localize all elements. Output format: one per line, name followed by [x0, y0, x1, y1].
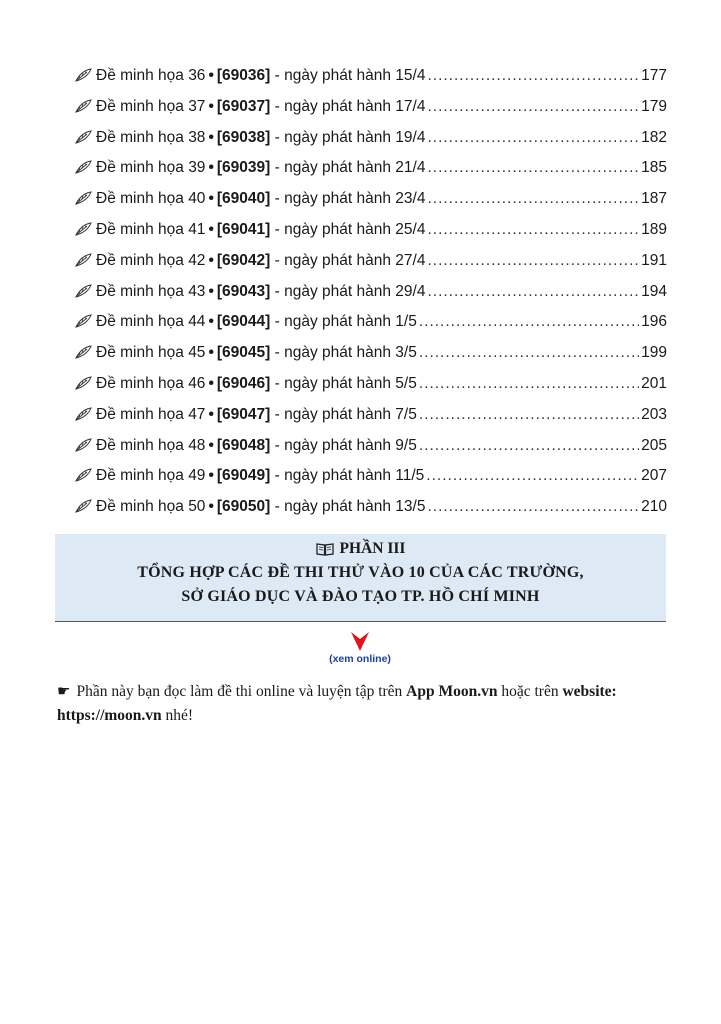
toc-entry[interactable] — [75, 251, 667, 282]
toc-entry-release-date: - ngày phát hành 9/5 — [274, 436, 417, 454]
toc-entry-title: Đề minh họa 37 — [96, 97, 206, 115]
leaf-pencil-icon — [75, 438, 92, 452]
toc-entry-bullet: • — [208, 159, 214, 177]
toc-entry-release-date: - ngày phát hành 7/5 — [274, 405, 417, 423]
toc-entry-release-date: - ngày phát hành 21/4 — [274, 159, 426, 177]
toc-entry[interactable] — [75, 497, 667, 528]
toc-entry-bullet: • — [208, 467, 214, 485]
toc-dot-leader — [419, 437, 639, 455]
toc-entry-release-date: - ngày phát hành 29/4 — [274, 282, 426, 300]
toc-entry-release-date: - ngày phát hành 15/4 — [274, 67, 426, 84]
pointing-hand-icon: ☛ — [57, 684, 71, 700]
toc-entry-bullet: • — [208, 67, 214, 84]
toc-entry-title: Đề minh họa 36 — [96, 67, 206, 84]
leaf-pencil-icon — [75, 284, 92, 298]
toc-entry[interactable] — [75, 343, 667, 374]
toc-entry-label — [96, 467, 424, 485]
note-text-3: nhé! — [165, 707, 194, 724]
toc-entry-release-date: - ngày phát hành 23/4 — [274, 190, 426, 208]
toc-entry-release-date: - ngày phát hành 3/5 — [274, 344, 417, 362]
online-link[interactable] — [320, 630, 400, 665]
toc-entry-code: [69048] — [216, 436, 271, 454]
toc-entry-page-number: 210 — [641, 498, 667, 516]
leaf-pencil-icon — [75, 160, 92, 174]
toc-entry-code: [69047] — [216, 405, 271, 423]
note-text-1: Phần này bạn đọc làm đề thi online và luyện tập trên — [76, 683, 403, 700]
toc-entry-title: Đề minh họa 48 — [96, 436, 206, 454]
toc-dot-leader — [427, 98, 639, 116]
toc-entry-label — [96, 159, 425, 177]
toc-entry-code: [69050] — [216, 498, 271, 516]
toc-entry-label — [96, 252, 425, 270]
toc-entry-bullet: • — [208, 498, 214, 516]
toc-entry-page-number: 201 — [641, 374, 667, 392]
leaf-pencil-icon — [75, 222, 92, 236]
toc-entry-code: [69042] — [216, 251, 271, 269]
toc-entry-page-number: 194 — [641, 282, 667, 300]
table-of-contents — [75, 66, 667, 528]
toc-entry[interactable] — [75, 312, 667, 343]
toc-entry-title: Đề minh họa 43 — [96, 282, 206, 300]
leaf-pencil-icon — [75, 468, 92, 482]
toc-entry-code: [69039] — [216, 159, 271, 177]
toc-entry-release-date: - ngày phát hành 17/4 — [274, 97, 426, 115]
toc-entry-page-number: 205 — [641, 436, 667, 454]
toc-entry-code: [69041] — [216, 220, 271, 238]
toc-entry[interactable] — [75, 405, 667, 436]
toc-entry-code: [69036] — [216, 67, 271, 84]
toc-entry-label — [96, 283, 425, 301]
toc-entry-code: [69045] — [216, 344, 271, 362]
toc-entry-label — [96, 98, 425, 116]
toc-dot-leader — [427, 190, 639, 208]
toc-entry-release-date: - ngày phát hành 25/4 — [274, 220, 426, 238]
toc-entry-release-date: - ngày phát hành 1/5 — [274, 313, 417, 331]
toc-entry[interactable] — [75, 128, 667, 159]
toc-entry-label — [96, 437, 417, 455]
toc-dot-leader — [427, 159, 639, 177]
toc-entry-title: Đề minh họa 41 — [96, 220, 206, 238]
toc-entry-page-number: 187 — [641, 190, 667, 208]
toc-entry-code: [69044] — [216, 313, 271, 331]
toc-dot-leader — [419, 313, 639, 331]
toc-entry[interactable] — [75, 436, 667, 467]
section-part-label: PHẦN III — [339, 540, 406, 557]
online-link-label[interactable]: (xem online) — [329, 653, 391, 665]
toc-entry-page-number: 207 — [641, 467, 667, 485]
leaf-pencil-icon — [75, 376, 92, 390]
toc-entry-bullet: • — [208, 97, 214, 115]
leaf-pencil-icon — [75, 130, 92, 144]
toc-dot-leader — [419, 406, 639, 424]
toc-entry-label — [96, 344, 417, 362]
toc-entry-bullet: • — [208, 313, 214, 331]
toc-entry-label — [96, 375, 417, 393]
leaf-pencil-icon — [75, 253, 92, 267]
toc-entry[interactable] — [75, 220, 667, 251]
toc-entry[interactable] — [75, 282, 667, 313]
toc-dot-leader — [427, 498, 639, 516]
online-practice-note — [57, 680, 667, 727]
toc-entry-bullet: • — [208, 128, 214, 146]
toc-dot-leader — [419, 375, 639, 393]
toc-entry-page-number: 203 — [641, 405, 667, 423]
toc-entry-bullet: • — [208, 374, 214, 392]
toc-entry-bullet: • — [208, 436, 214, 454]
toc-entry-title: Đề minh họa 44 — [96, 313, 206, 331]
toc-entry[interactable] — [75, 189, 667, 220]
toc-entry-page-number: 179 — [641, 97, 667, 115]
section-banner — [55, 534, 666, 622]
toc-entry-title: Đề minh họa 46 — [96, 374, 206, 392]
toc-entry-bullet: • — [208, 220, 214, 238]
toc-entry-label — [96, 190, 425, 208]
toc-entry-page-number: 199 — [641, 344, 667, 362]
toc-dot-leader — [426, 467, 639, 485]
toc-entry-title: Đề minh họa 40 — [96, 190, 206, 208]
toc-entry-release-date: - ngày phát hành 27/4 — [274, 251, 426, 269]
leaf-pencil-icon — [75, 407, 92, 421]
website-label: website: — [562, 683, 617, 700]
toc-entry-release-date: - ngày phát hành 19/4 — [274, 128, 426, 146]
toc-entry-release-date: - ngày phát hành 5/5 — [274, 374, 417, 392]
app-name: App Moon.vn — [406, 683, 498, 700]
toc-entry[interactable] — [75, 466, 667, 497]
toc-entry-page-number: 196 — [641, 313, 667, 331]
toc-entry-page-number: 177 — [641, 67, 667, 84]
section-part-heading — [55, 540, 666, 558]
toc-dot-leader — [427, 283, 639, 301]
toc-entry-bullet: • — [208, 190, 214, 208]
toc-entry[interactable] — [75, 374, 667, 405]
toc-entry-bullet: • — [208, 344, 214, 362]
toc-dot-leader — [427, 129, 639, 147]
toc-entry[interactable] — [75, 66, 667, 97]
note-text-2: hoặc trên — [501, 683, 559, 700]
toc-entry-title: Đề minh họa 49 — [96, 467, 206, 485]
toc-entry-title: Đề minh họa 39 — [96, 159, 206, 177]
toc-entry-code: [69038] — [216, 128, 271, 146]
toc-entry-label — [96, 67, 425, 85]
toc-entry-page-number: 182 — [641, 128, 667, 146]
toc-entry-bullet: • — [208, 282, 214, 300]
toc-dot-leader — [427, 221, 639, 239]
toc-entry-label — [96, 313, 417, 331]
toc-entry-code: [69037] — [216, 97, 271, 115]
toc-dot-leader — [427, 252, 639, 270]
toc-entry-bullet: • — [208, 405, 214, 423]
toc-entry-title: Đề minh họa 42 — [96, 251, 206, 269]
toc-entry-page-number: 189 — [641, 220, 667, 238]
toc-entry-label — [96, 498, 425, 516]
toc-entry-code: [69043] — [216, 282, 271, 300]
toc-entry-code: [69040] — [216, 190, 271, 208]
leaf-pencil-icon — [75, 191, 92, 205]
leaf-pencil-icon — [75, 314, 92, 328]
down-arrow-icon — [320, 630, 400, 652]
leaf-pencil-icon — [75, 68, 92, 82]
toc-dot-leader — [427, 67, 639, 85]
toc-entry-code: [69046] — [216, 374, 271, 392]
toc-entry-page-number: 191 — [641, 251, 667, 269]
toc-entry-bullet: • — [208, 251, 214, 269]
section-title-line-2: SỞ GIÁO DỤC VÀ ĐÀO TẠO TP. HỒ CHÍ MINH — [181, 588, 540, 605]
toc-entry[interactable] — [75, 97, 667, 128]
toc-entry-title: Đề minh họa 45 — [96, 344, 206, 362]
toc-entry-release-date: - ngày phát hành 13/5 — [274, 498, 426, 516]
open-book-icon — [316, 542, 334, 556]
toc-entry-label — [96, 221, 425, 239]
toc-entry-title: Đề minh họa 38 — [96, 128, 206, 146]
toc-entry-title: Đề minh họa 47 — [96, 405, 206, 423]
toc-entry-label — [96, 406, 417, 424]
leaf-pencil-icon — [75, 99, 92, 113]
section-title-line-1: TỔNG HỢP CÁC ĐỀ THI THỬ VÀO 10 CỦA CÁC TRƯỜNG, — [137, 564, 584, 581]
website-url[interactable]: https://moon.vn — [57, 707, 162, 724]
toc-entry[interactable] — [75, 158, 667, 189]
toc-dot-leader — [419, 344, 639, 362]
toc-entry-title: Đề minh họa 50 — [96, 498, 206, 516]
toc-entry-label — [96, 129, 425, 147]
toc-entry-page-number: 185 — [641, 159, 667, 177]
leaf-pencil-icon — [75, 499, 92, 513]
toc-entry-code: [69049] — [216, 467, 271, 485]
leaf-pencil-icon — [75, 345, 92, 359]
toc-entry-release-date: - ngày phát hành 11/5 — [274, 467, 425, 485]
